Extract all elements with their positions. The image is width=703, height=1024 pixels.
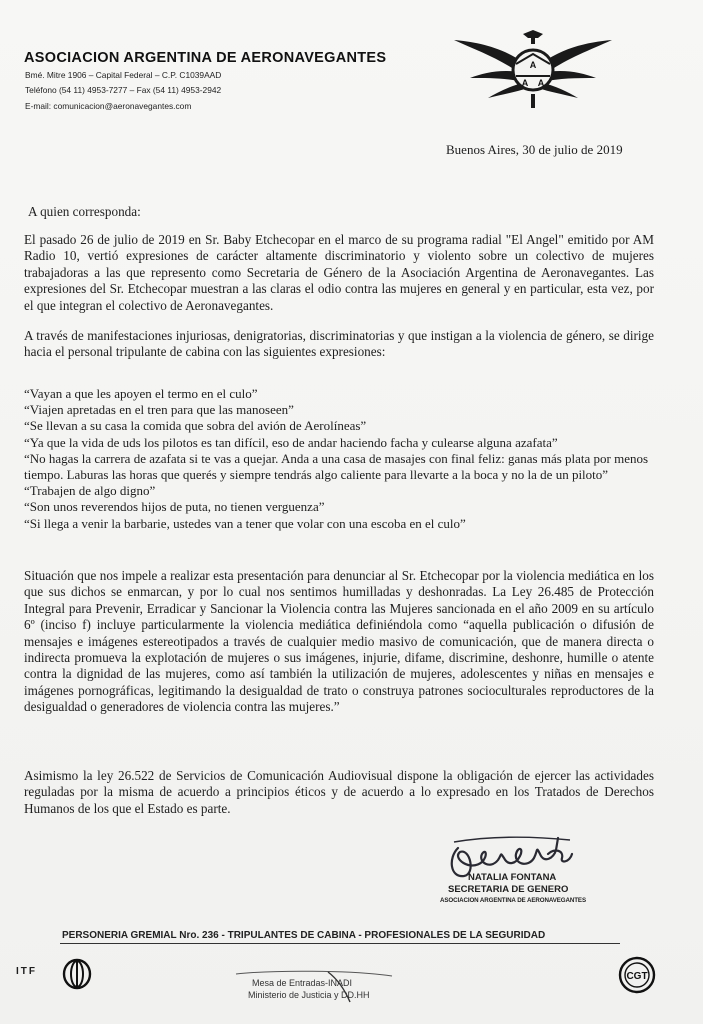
logo-letter-top: A (529, 60, 537, 70)
quote-item: “Se llevan a su casa la comida que sobra del avión de Aerolíneas” (24, 418, 367, 434)
quote-item: “Ya que la vida de uds los pilotos es tan difícil, eso de andar haciendo facha y culearse alguna azafata” (24, 434, 558, 450)
winged-emblem-icon (448, 28, 618, 112)
cgt-label: CGT (626, 971, 648, 982)
paragraph-1: El pasado 26 de julio de 2019 en Sr. Baby Etchecopar en el marco de su programa radial "El Angel" emitido por AM Radio 10, vertió expresiones de carácter altamente discriminatorio y violento sobre un colectivo de mujeres trabajadoras a las que represento como Secretaria de Género de la Asociación Argentina de Aeronavegantes. Las expresiones del Sr. Etchecopar muestran a las claras el odio contra las mujeres en general y en particular, esta vez, por el que integran el colectivo de Aeronavegantes. (24, 232, 654, 313)
stamp-line-1: Mesa de Entradas-INADI (252, 978, 353, 988)
paragraph-4: Asimismo la ley 26.522 de Servicios de Comunicación Audiovisual dispone la obligación de ejercer las actividades reguladas por la misma de acuerdo a principios éticos y de acuerdo a lo expresado en los Tratados de Derechos Humanos de los que el Estado es parte. (24, 768, 654, 816)
org-name: ASOCIACION ARGENTINA DE AERONAVEGANTES (24, 50, 387, 66)
quote-item: “No hagas la carrera de azafata si te vas a quejar. Anda a una casa de masajes con final feliz: ganas más plata por menos tiempo. Laburas las horas que querés y siempre tendrás algo caliente para llevarte a la boca y no la de un piloto” (24, 450, 649, 483)
itf-label: ITF (16, 966, 37, 977)
quote-item: “Viajen apretadas en el tren para que las manoseen” (24, 402, 294, 418)
itf-emblem-icon (62, 958, 92, 990)
quote-item: “Vayan a que les apoyen el termo en el culo” (24, 386, 258, 401)
quote-item: “Son unos reverendos hijos de puta, no tienen verguenza” (24, 499, 325, 515)
logo-letter-left: A (521, 78, 529, 88)
org-address: Bmé. Mitre 1906 – Capital Federal – C.P. C1039AAD (25, 70, 222, 80)
signatory-name: NATALIA FONTANA (468, 872, 557, 883)
paragraph-3: Situación que nos impele a realizar esta presentación para denunciar al Sr. Etchecopar por la violencia mediática en los que sus dichos se enmarcan, y por lo cual nos sentimos humilladas y deshonradas. La Ley 26.485 de Protección Integral para Prevenir, Erradicar y Sancionar la Violencia contra las Mujeres sancionada en el año 2009 en su artículo 6º (inciso f) incluye particularmente la violencia mediática definiéndola como “aquella publicación o difusión de mensajes e imágenes estereotipados a través de cualquier medio masivo de comunicación, que de manera directa o indirecta promueva la explotación de mujeres o sus imágenes, injurie, difame, discrimine, deshonre, humille o atente contra la dignidad de las mujeres, como así también la utilización de mujeres, adolescentes y niñas en mensajes e imágenes pornográficas, legitimando la desigualdad de trato o construya patrones socioculturales reproductores de la desigualdad o generadores de violencia contra las mujeres.” (24, 568, 654, 715)
footer-text: PERSONERIA GREMIAL Nro. 236 - TRIPULANTES DE CABINA - PROFESIONALES DE LA SEGURIDAD (62, 930, 546, 941)
signatory-role: SECRETARIA DE GENERO (448, 884, 569, 895)
org-phone: Teléfono (54 11) 4953-7277 – Fax (54 11) 4953-2942 (25, 85, 222, 95)
salutation: A quien corresponda: (28, 204, 141, 219)
stamp-line-2: Ministerio de Justicia y DD.HH (248, 990, 370, 1000)
logo-letter-right: A (537, 78, 545, 88)
footer-divider (60, 943, 620, 944)
quotes-list (24, 386, 664, 532)
quote-item: “Trabajen de algo digno” (24, 483, 156, 499)
cgt-emblem-icon (618, 956, 656, 994)
signatory-org: ASOCIACION ARGENTINA DE AERONAVEGANTES (440, 897, 586, 904)
paragraph-2: A través de manifestaciones injuriosas, denigratorias, discriminatorias y que instigan a la violencia de género, se dirige hacia el personal tripulante de cabina con las siguientes expresiones: (24, 328, 654, 360)
quote-item: “Si llega a venir la barbarie, ustedes van a tener que volar con una escoba en el culo” (24, 515, 466, 531)
letter-date: Buenos Aires, 30 de julio de 2019 (446, 142, 623, 157)
org-email: E-mail: comunicacion@aeronavegantes.com (25, 101, 192, 111)
reception-stamp (232, 968, 402, 1024)
